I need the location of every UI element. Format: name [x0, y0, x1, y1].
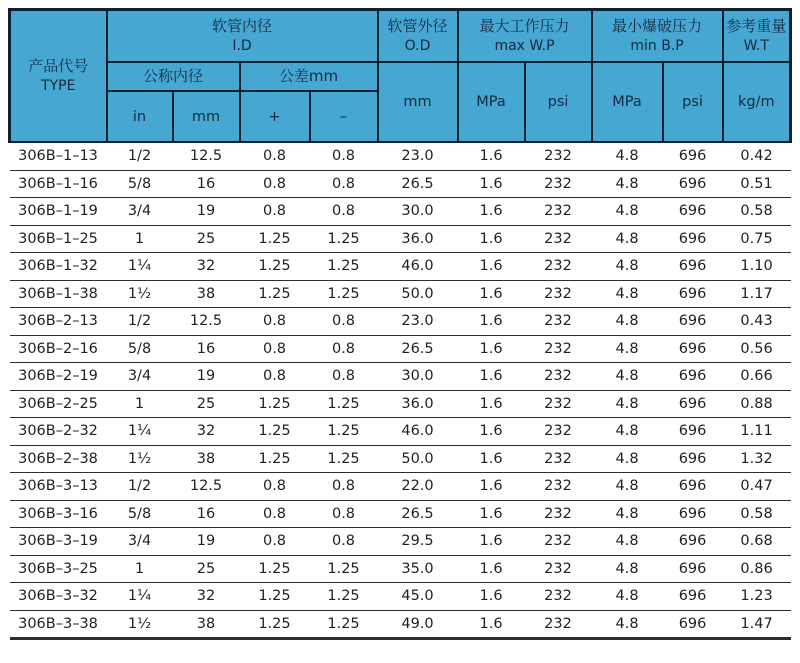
cell-wp-mpa: 1.6: [458, 335, 525, 363]
cell-id-mm: 32: [173, 418, 240, 446]
cell-wt-kgm: 1.47: [723, 610, 791, 639]
cell-bp-mpa: 4.8: [592, 555, 663, 583]
cell-type: 306B–2–38: [10, 445, 107, 473]
cell-wt-kgm: 0.86: [723, 555, 791, 583]
cell-type: 306B–1–25: [10, 225, 107, 253]
unit-bp-psi: psi: [663, 62, 723, 142]
cell-tol-plus: 0.8: [240, 198, 310, 226]
cell-id-mm: 16: [173, 335, 240, 363]
cell-bp-psi: 696: [663, 253, 723, 281]
cell-type: 306B–1–13: [10, 142, 107, 170]
cell-id-in: 1: [107, 555, 173, 583]
cell-id-mm: 19: [173, 528, 240, 556]
cell-tol-minus: 0.8: [310, 308, 378, 336]
cell-wp-psi: 232: [525, 445, 592, 473]
cell-tol-plus: 0.8: [240, 308, 310, 336]
cell-id-in: 1¼: [107, 583, 173, 611]
cell-wp-mpa: 1.6: [458, 225, 525, 253]
cell-od-mm: 36.0: [378, 225, 458, 253]
table-row: [10, 308, 791, 336]
cell-bp-mpa: 4.8: [592, 308, 663, 336]
cell-wp-mpa: 1.6: [458, 528, 525, 556]
cell-id-mm: 19: [173, 198, 240, 226]
cell-bp-psi: 696: [663, 225, 723, 253]
cell-tol-minus: 1.25: [310, 555, 378, 583]
cell-od-mm: 30.0: [378, 198, 458, 226]
cell-id-in: 5/8: [107, 170, 173, 198]
cell-id-in: 1/2: [107, 473, 173, 501]
cell-bp-mpa: 4.8: [592, 528, 663, 556]
cell-tol-plus: 0.8: [240, 335, 310, 363]
cell-type: 306B–2–19: [10, 363, 107, 391]
table-row: [10, 500, 791, 528]
table-row: [10, 555, 791, 583]
cell-id-in: 1½: [107, 610, 173, 639]
cell-bp-mpa: 4.8: [592, 253, 663, 281]
unit-id-mm: mm: [173, 91, 240, 142]
cell-id-in: 5/8: [107, 500, 173, 528]
cell-bp-psi: 696: [663, 170, 723, 198]
cell-tol-minus: 1.25: [310, 225, 378, 253]
cell-wp-mpa: 1.6: [458, 555, 525, 583]
cell-wp-mpa: 1.6: [458, 308, 525, 336]
cell-tol-plus: 0.8: [240, 170, 310, 198]
cell-wt-kgm: 0.58: [723, 500, 791, 528]
cell-id-in: 3/4: [107, 363, 173, 391]
cell-id-mm: 12.5: [173, 142, 240, 170]
cell-wp-psi: 232: [525, 170, 592, 198]
cell-od-mm: 50.0: [378, 280, 458, 308]
cell-id-in: 1: [107, 390, 173, 418]
unit-bp-mpa: MPa: [592, 62, 663, 142]
cell-tol-minus: 1.25: [310, 280, 378, 308]
cell-type: 306B–3–38: [10, 610, 107, 639]
cell-bp-mpa: 4.8: [592, 363, 663, 391]
table-row: [10, 418, 791, 446]
cell-type: 306B–3–13: [10, 473, 107, 501]
cell-bp-psi: 696: [663, 528, 723, 556]
cell-wp-mpa: 1.6: [458, 253, 525, 281]
cell-od-mm: 36.0: [378, 390, 458, 418]
cell-bp-psi: 696: [663, 363, 723, 391]
cell-id-in: 5/8: [107, 335, 173, 363]
cell-tol-plus: 0.8: [240, 363, 310, 391]
cell-bp-mpa: 4.8: [592, 418, 663, 446]
table-row: [10, 528, 791, 556]
cell-wt-kgm: 1.17: [723, 280, 791, 308]
cell-wp-mpa: 1.6: [458, 500, 525, 528]
unit-wp-psi: psi: [525, 62, 592, 142]
cell-tol-plus: 0.8: [240, 500, 310, 528]
cell-tol-plus: 1.25: [240, 610, 310, 639]
cell-od-mm: 26.5: [378, 500, 458, 528]
cell-wt-kgm: 0.75: [723, 225, 791, 253]
cell-bp-psi: 696: [663, 335, 723, 363]
col-header-tolerance-label: 公差mm: [278, 66, 339, 85]
cell-wt-kgm: 0.58: [723, 198, 791, 226]
cell-bp-mpa: 4.8: [592, 610, 663, 639]
col-header-type-cn: 产品代号: [28, 57, 89, 76]
table-row: [10, 445, 791, 473]
cell-type: 306B–1–38: [10, 280, 107, 308]
cell-id-in: 1½: [107, 280, 173, 308]
cell-id-in: 3/4: [107, 198, 173, 226]
cell-tol-plus: 1.25: [240, 555, 310, 583]
table-row: [10, 280, 791, 308]
cell-bp-mpa: 4.8: [592, 280, 663, 308]
cell-wp-mpa: 1.6: [458, 418, 525, 446]
unit-tol-minus: –: [310, 91, 378, 142]
cell-id-in: 1/2: [107, 142, 173, 170]
cell-bp-psi: 696: [663, 500, 723, 528]
cell-wp-psi: 232: [525, 418, 592, 446]
cell-wp-psi: 232: [525, 500, 592, 528]
cell-wt-kgm: 1.10: [723, 253, 791, 281]
cell-od-mm: 23.0: [378, 308, 458, 336]
unit-tol-plus: +: [240, 91, 310, 142]
col-header-max-working-pressure: [458, 10, 592, 63]
cell-tol-minus: 1.25: [310, 418, 378, 446]
cell-wp-mpa: 1.6: [458, 142, 525, 170]
cell-tol-minus: 0.8: [310, 500, 378, 528]
table-row: [10, 473, 791, 501]
cell-wp-psi: 232: [525, 528, 592, 556]
cell-wp-mpa: 1.6: [458, 363, 525, 391]
cell-wp-mpa: 1.6: [458, 198, 525, 226]
cell-wp-mpa: 1.6: [458, 610, 525, 639]
cell-wp-psi: 232: [525, 390, 592, 418]
cell-id-in: 1¼: [107, 253, 173, 281]
col-header-nominal-diameter: [107, 62, 240, 91]
col-header-reference-weight: [723, 10, 791, 63]
cell-id-mm: 38: [173, 610, 240, 639]
cell-wp-mpa: 1.6: [458, 390, 525, 418]
cell-bp-psi: 696: [663, 445, 723, 473]
cell-id-in: 1½: [107, 445, 173, 473]
cell-id-mm: 32: [173, 583, 240, 611]
col-header-inner-diameter-en: I.D: [232, 38, 252, 55]
col-header-min-burst-pressure: [592, 10, 723, 63]
cell-bp-mpa: 4.8: [592, 170, 663, 198]
cell-wp-psi: 232: [525, 583, 592, 611]
cell-wt-kgm: 1.11: [723, 418, 791, 446]
cell-id-in: 1¼: [107, 418, 173, 446]
cell-wp-psi: 232: [525, 142, 592, 170]
cell-tol-minus: 1.25: [310, 583, 378, 611]
cell-tol-minus: 0.8: [310, 142, 378, 170]
col-header-type: [10, 10, 107, 143]
cell-bp-mpa: 4.8: [592, 198, 663, 226]
spec-table-body: [10, 142, 791, 639]
cell-od-mm: 26.5: [378, 170, 458, 198]
cell-od-mm: 35.0: [378, 555, 458, 583]
cell-bp-mpa: 4.8: [592, 473, 663, 501]
table-row: [10, 253, 791, 281]
cell-bp-psi: 696: [663, 142, 723, 170]
cell-bp-mpa: 4.8: [592, 583, 663, 611]
cell-wp-psi: 232: [525, 253, 592, 281]
cell-wp-mpa: 1.6: [458, 280, 525, 308]
cell-wt-kgm: 1.32: [723, 445, 791, 473]
cell-bp-psi: 696: [663, 308, 723, 336]
cell-od-mm: 30.0: [378, 363, 458, 391]
cell-id-mm: 38: [173, 445, 240, 473]
cell-tol-plus: 1.25: [240, 390, 310, 418]
cell-bp-mpa: 4.8: [592, 142, 663, 170]
cell-wt-kgm: 0.68: [723, 528, 791, 556]
cell-type: 306B–1–32: [10, 253, 107, 281]
cell-od-mm: 46.0: [378, 253, 458, 281]
cell-bp-psi: 696: [663, 280, 723, 308]
cell-od-mm: 49.0: [378, 610, 458, 639]
col-header-min-burst-pressure-cn: 最小爆破压力: [612, 17, 703, 36]
cell-wt-kgm: 0.51: [723, 170, 791, 198]
cell-od-mm: 50.0: [378, 445, 458, 473]
cell-id-mm: 25: [173, 225, 240, 253]
table-row: [10, 225, 791, 253]
cell-id-mm: 12.5: [173, 473, 240, 501]
cell-bp-mpa: 4.8: [592, 500, 663, 528]
table-row: [10, 610, 791, 639]
col-header-min-burst-pressure-en: min B.P: [630, 38, 684, 55]
cell-tol-minus: 1.25: [310, 253, 378, 281]
cell-id-mm: 32: [173, 253, 240, 281]
cell-id-mm: 25: [173, 390, 240, 418]
cell-tol-plus: 1.25: [240, 225, 310, 253]
cell-tol-minus: 0.8: [310, 528, 378, 556]
cell-wt-kgm: 0.42: [723, 142, 791, 170]
cell-tol-plus: 1.25: [240, 280, 310, 308]
cell-bp-psi: 696: [663, 473, 723, 501]
cell-tol-plus: 0.8: [240, 473, 310, 501]
cell-type: 306B–2–25: [10, 390, 107, 418]
col-header-reference-weight-cn: 参考重量: [726, 17, 787, 36]
cell-bp-mpa: 4.8: [592, 225, 663, 253]
col-header-max-working-pressure-en: max W.P: [494, 38, 555, 55]
col-header-inner-diameter: [107, 10, 378, 63]
cell-wp-mpa: 1.6: [458, 583, 525, 611]
cell-bp-psi: 696: [663, 418, 723, 446]
cell-id-in: 3/4: [107, 528, 173, 556]
table-row: [10, 583, 791, 611]
unit-wt-kgm: kg/m: [723, 62, 791, 142]
cell-wp-psi: 232: [525, 308, 592, 336]
cell-bp-psi: 696: [663, 610, 723, 639]
cell-type: 306B–2–13: [10, 308, 107, 336]
cell-tol-minus: 0.8: [310, 170, 378, 198]
cell-tol-plus: 0.8: [240, 142, 310, 170]
col-header-outer-diameter-en: O.D: [404, 38, 431, 55]
cell-wt-kgm: 0.88: [723, 390, 791, 418]
cell-id-in: 1/2: [107, 308, 173, 336]
cell-type: 306B–3–19: [10, 528, 107, 556]
cell-wp-mpa: 1.6: [458, 473, 525, 501]
cell-wt-kgm: 0.43: [723, 308, 791, 336]
cell-tol-plus: 1.25: [240, 583, 310, 611]
cell-wp-mpa: 1.6: [458, 170, 525, 198]
cell-wt-kgm: 0.66: [723, 363, 791, 391]
cell-od-mm: 46.0: [378, 418, 458, 446]
cell-wp-psi: 232: [525, 473, 592, 501]
cell-type: 306B–2–16: [10, 335, 107, 363]
cell-tol-minus: 1.25: [310, 445, 378, 473]
cell-tol-plus: 1.25: [240, 445, 310, 473]
cell-bp-psi: 696: [663, 198, 723, 226]
cell-bp-psi: 696: [663, 555, 723, 583]
cell-tol-plus: 1.25: [240, 418, 310, 446]
cell-wp-psi: 232: [525, 225, 592, 253]
cell-id-mm: 16: [173, 500, 240, 528]
cell-bp-psi: 696: [663, 390, 723, 418]
cell-bp-mpa: 4.8: [592, 390, 663, 418]
cell-type: 306B–1–19: [10, 198, 107, 226]
cell-type: 306B–3–16: [10, 500, 107, 528]
col-header-max-working-pressure-cn: 最大工作压力: [479, 17, 570, 36]
cell-wp-psi: 232: [525, 610, 592, 639]
cell-wt-kgm: 0.56: [723, 335, 791, 363]
cell-wp-mpa: 1.6: [458, 445, 525, 473]
cell-tol-plus: 1.25: [240, 253, 310, 281]
col-header-tolerance: [240, 62, 378, 91]
cell-od-mm: 22.0: [378, 473, 458, 501]
table-row: [10, 390, 791, 418]
cell-type: 306B–3–25: [10, 555, 107, 583]
cell-wt-kgm: 1.23: [723, 583, 791, 611]
table-row: [10, 142, 791, 170]
cell-wp-psi: 232: [525, 335, 592, 363]
cell-wp-psi: 232: [525, 198, 592, 226]
cell-id-mm: 16: [173, 170, 240, 198]
cell-wp-psi: 232: [525, 363, 592, 391]
cell-tol-minus: 0.8: [310, 473, 378, 501]
cell-id-in: 1: [107, 225, 173, 253]
cell-type: 306B–3–32: [10, 583, 107, 611]
col-header-reference-weight-en: W.T: [743, 38, 769, 55]
unit-od-mm: mm: [378, 62, 458, 142]
spec-table-header: [10, 10, 791, 143]
cell-tol-minus: 0.8: [310, 363, 378, 391]
table-row: [10, 170, 791, 198]
col-header-type-en: TYPE: [41, 78, 76, 95]
cell-id-mm: 25: [173, 555, 240, 583]
cell-id-mm: 38: [173, 280, 240, 308]
cell-tol-minus: 0.8: [310, 198, 378, 226]
table-row: [10, 198, 791, 226]
col-header-nominal-diameter-label: 公称内径: [142, 66, 203, 85]
cell-tol-minus: 1.25: [310, 610, 378, 639]
col-header-outer-diameter-cn: 软管外径: [387, 17, 448, 36]
col-header-inner-diameter-cn: 软管内径: [212, 17, 273, 36]
cell-od-mm: 29.5: [378, 528, 458, 556]
cell-id-mm: 12.5: [173, 308, 240, 336]
cell-type: 306B–1–16: [10, 170, 107, 198]
cell-tol-minus: 0.8: [310, 335, 378, 363]
cell-bp-psi: 696: [663, 583, 723, 611]
cell-tol-minus: 1.25: [310, 390, 378, 418]
cell-tol-plus: 0.8: [240, 528, 310, 556]
unit-id-in: in: [107, 91, 173, 142]
unit-wp-mpa: MPa: [458, 62, 525, 142]
cell-wp-psi: 232: [525, 280, 592, 308]
cell-bp-mpa: 4.8: [592, 335, 663, 363]
cell-wp-psi: 232: [525, 555, 592, 583]
table-row: [10, 335, 791, 363]
cell-bp-mpa: 4.8: [592, 445, 663, 473]
cell-od-mm: 26.5: [378, 335, 458, 363]
cell-type: 306B–2–32: [10, 418, 107, 446]
col-header-outer-diameter: [378, 10, 458, 63]
cell-od-mm: 23.0: [378, 142, 458, 170]
spec-table: [8, 8, 792, 640]
cell-id-mm: 19: [173, 363, 240, 391]
cell-wt-kgm: 0.47: [723, 473, 791, 501]
table-row: [10, 363, 791, 391]
cell-od-mm: 45.0: [378, 583, 458, 611]
